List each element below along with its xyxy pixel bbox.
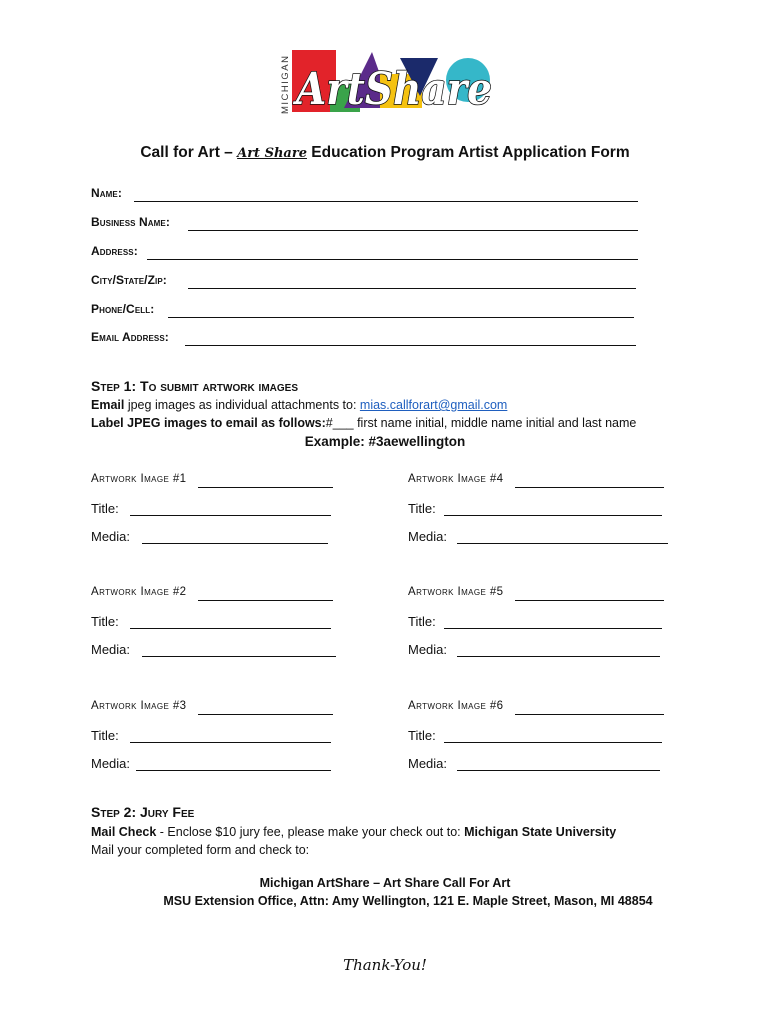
artwork-2-heading: Artwork Image #2 (91, 586, 187, 598)
step1-email-text: jpeg images as individual attachments to: (124, 398, 360, 412)
step2-check-text: - Enclose $10 jury fee, please make your check out to: (156, 825, 465, 839)
artwork-1-title-label: Title: (91, 501, 119, 516)
city-state-zip-label: City/State/Zip: (91, 273, 167, 287)
artwork-1-media-label: Media: (91, 529, 131, 544)
title-suffix: Education Program Artist Application Form (306, 144, 630, 161)
artwork-3-number-field[interactable] (198, 714, 333, 715)
step2-heading: Step 2: Jury Fee (91, 804, 195, 820)
artwork-2-media-field[interactable] (142, 656, 336, 657)
artwork-6-media-label: Media: (408, 756, 448, 771)
mailing-address-line2: MSU Extension Office, Attn: Amy Wellington, 121 E. Maple Street, Mason, MI 48854 (163, 894, 653, 908)
artwork-1-title-field[interactable] (130, 515, 331, 516)
artwork-4-heading: Artwork Image #4 (408, 473, 504, 485)
submission-email-link[interactable]: mias.callforart@gmail.com (359, 398, 508, 412)
artwork-5-number-field[interactable] (515, 600, 664, 601)
artwork-3-media-label: Media: (91, 756, 131, 771)
artwork-3-title-field[interactable] (130, 742, 331, 743)
step1-label-bold: Label JPEG images to email as follows: (91, 416, 326, 430)
artwork-6-media-field[interactable] (457, 770, 660, 771)
mailing-address-line1: Michigan ArtShare – Art Share Call For Art (259, 876, 511, 890)
artwork-1-heading: Artwork Image #1 (91, 473, 187, 485)
name-label: Name: (91, 186, 122, 200)
artwork-3-title-label: Title: (91, 728, 119, 743)
step2-check-bold: Mail Check (91, 825, 157, 839)
name-field[interactable] (134, 201, 638, 202)
email-address-field[interactable] (185, 345, 636, 346)
step1-email-bold: Email (91, 398, 125, 412)
artwork-2-media-label: Media: (91, 642, 131, 657)
thank-you-text: Thank-You! (343, 956, 427, 974)
artwork-5-title-label: Title: (408, 614, 436, 629)
artwork-5-heading: Artwork Image #5 (408, 586, 504, 598)
step1-label-instructions (91, 416, 636, 430)
phone-cell-label: Phone/Cell: (91, 302, 155, 316)
email-address-label: Email Address: (91, 330, 169, 344)
artwork-4-title-field[interactable] (444, 515, 662, 516)
city-state-zip-field[interactable] (188, 288, 636, 289)
title-prefix: Call for Art – (140, 144, 238, 161)
artwork-2-title-field[interactable] (130, 628, 331, 629)
title-brand: Art Share (237, 146, 307, 161)
address-label: Address: (91, 244, 138, 258)
phone-cell-field[interactable] (168, 317, 634, 318)
step2-check-instructions (91, 825, 616, 839)
artwork-6-title-label: Title: (408, 728, 436, 743)
artwork-5-media-label: Media: (408, 642, 448, 657)
artwork-4-number-field[interactable] (515, 487, 664, 488)
artwork-2-title-label: Title: (91, 614, 119, 629)
step1-heading: Step 1: To submit artwork images (91, 378, 299, 394)
step1-label-text: #___ first name initial, middle name initial and last name (325, 416, 637, 430)
artshare-logo (272, 44, 498, 122)
artwork-4-title-label: Title: (408, 501, 436, 516)
artwork-3-media-field[interactable] (136, 770, 331, 771)
step2-payee: Michigan State University (464, 825, 617, 839)
business-name-label: Business Name: (91, 215, 170, 229)
artwork-1-media-field[interactable] (142, 543, 328, 544)
step2-mail-line: Mail your completed form and check to: (91, 843, 310, 857)
artwork-5-media-field[interactable] (457, 656, 660, 657)
artwork-2-number-field[interactable] (198, 600, 333, 601)
artwork-6-title-field[interactable] (444, 742, 662, 743)
step1-example: Example: #3aewellington (304, 434, 466, 449)
artwork-4-media-label: Media: (408, 529, 448, 544)
address-field[interactable] (147, 259, 638, 260)
artwork-3-heading: Artwork Image #3 (91, 700, 187, 712)
artwork-1-number-field[interactable] (198, 487, 333, 488)
logo-michigan-text: MICHIGAN (280, 54, 291, 114)
artwork-5-title-field[interactable] (444, 628, 662, 629)
artwork-4-media-field[interactable] (457, 543, 668, 544)
artwork-6-number-field[interactable] (515, 714, 664, 715)
page-title (0, 144, 770, 162)
artwork-6-heading: Artwork Image #6 (408, 700, 504, 712)
step1-email-instructions (91, 398, 507, 412)
logo-artshare-text: ArtShare (292, 64, 492, 115)
business-name-field[interactable] (188, 230, 638, 231)
